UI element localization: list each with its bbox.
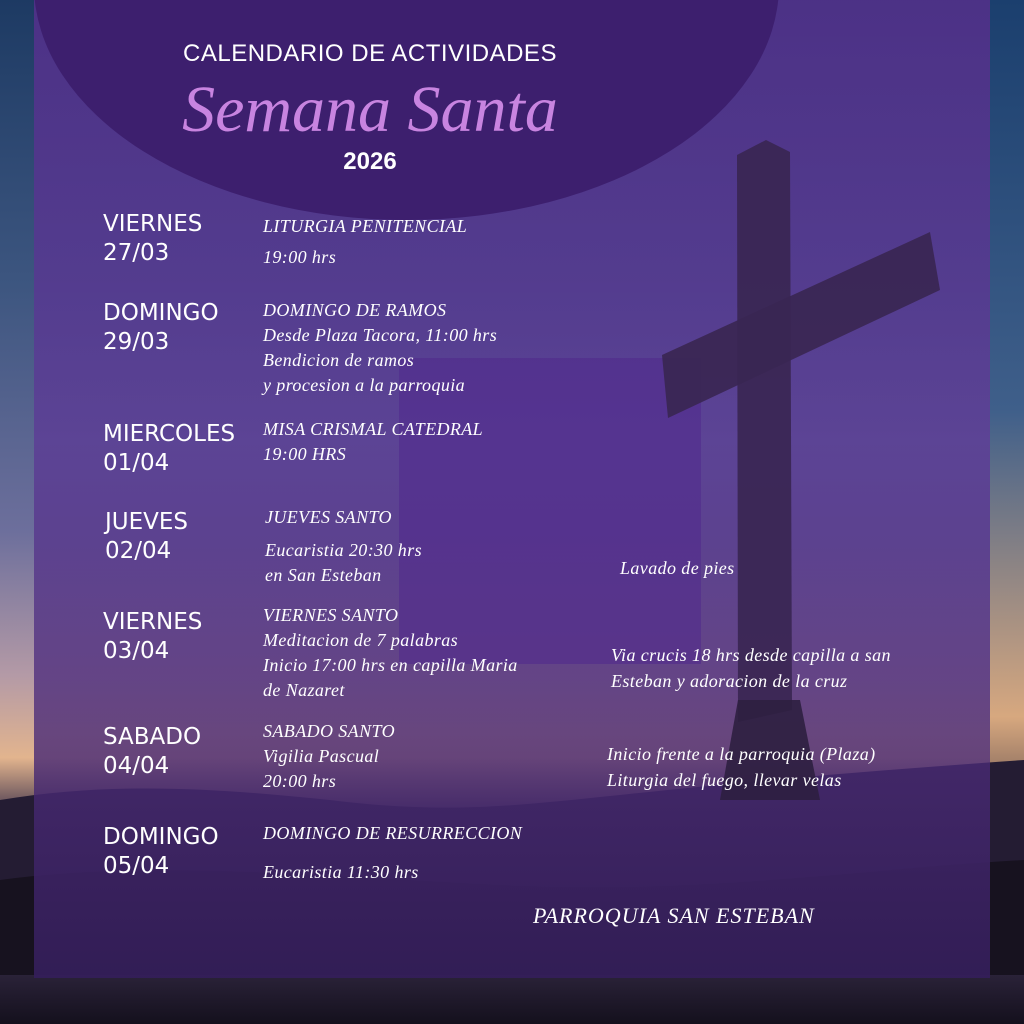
event-title: VIERNES SANTO — [263, 605, 399, 625]
side-line: Esteban y adoracion de la cruz — [611, 671, 848, 691]
header-title: Semana Santa — [182, 73, 558, 146]
event-title: JUEVES SANTO — [265, 507, 392, 527]
schedule-day — [103, 420, 235, 478]
event-line: y procesion a la parroquia — [263, 375, 466, 395]
event-title: MISA CRISMAL CATEDRAL — [263, 419, 484, 439]
event-line: Eucaristia 20:30 hrs — [265, 540, 423, 560]
event-line: Meditacion de 7 palabras — [263, 630, 459, 650]
schedule-event — [263, 417, 483, 467]
schedule-day — [103, 210, 202, 268]
day-weekday: DOMINGO — [103, 824, 219, 850]
day-date: 02/04 — [105, 538, 172, 564]
schedule-event — [263, 298, 497, 398]
event-line: Inicio 17:00 hrs en capilla Maria — [263, 655, 518, 675]
schedule-event — [263, 214, 467, 270]
event-line: en San Esteban — [265, 565, 382, 585]
header-subtitle: CALENDARIO DE ACTIVIDADES — [183, 40, 557, 67]
day-weekday: VIERNES — [103, 211, 203, 237]
day-date: 29/03 — [103, 329, 170, 355]
day-date: 04/04 — [103, 753, 170, 779]
side-line: Liturgia del fuego, llevar velas — [607, 770, 842, 790]
schedule-day — [103, 299, 219, 357]
schedule-day — [103, 608, 202, 666]
day-date: 27/03 — [103, 240, 170, 266]
schedule-day — [105, 508, 188, 566]
day-weekday: SABADO — [103, 724, 202, 750]
day-date: 03/04 — [103, 638, 170, 664]
event-line: 20:00 hrs — [263, 771, 337, 791]
event-spacer — [265, 530, 422, 538]
parish-name: PARROQUIA SAN ESTEBAN — [533, 903, 815, 928]
schedule-event — [263, 719, 395, 794]
event-line: 19:00 hrs — [263, 247, 337, 267]
day-weekday: DOMINGO — [103, 300, 219, 326]
event-line: Bendicion de ramos — [263, 350, 415, 370]
event-line: Vigilia Pascual — [263, 746, 380, 766]
side-line: Lavado de pies — [620, 558, 735, 578]
event-side-note — [607, 741, 876, 793]
header-year: 2026 — [343, 148, 397, 175]
day-date: 01/04 — [103, 450, 170, 476]
day-weekday: VIERNES — [103, 609, 203, 635]
event-line: Desde Plaza Tacora, 11:00 hrs — [263, 325, 498, 345]
schedule-event — [263, 821, 522, 885]
day-date: 05/04 — [103, 853, 170, 879]
side-line: Inicio frente a la parroquia (Plaza) — [607, 744, 876, 764]
event-line: Eucaristia 11:30 hrs — [263, 862, 419, 882]
event-title: DOMINGO DE RESURRECCION — [263, 823, 523, 843]
event-line: 19:00 HRS — [263, 444, 347, 464]
event-spacer — [263, 846, 522, 860]
event-line: de Nazaret — [263, 680, 345, 700]
schedule-day — [103, 823, 219, 881]
event-side-note — [611, 642, 891, 694]
side-line: Via crucis 18 hrs desde capilla a san — [611, 645, 891, 665]
event-title: SABADO SANTO — [263, 721, 395, 741]
schedule-event — [263, 603, 518, 703]
day-weekday: MIERCOLES — [103, 421, 236, 447]
event-title: DOMINGO DE RAMOS — [263, 300, 447, 320]
event-side-note — [620, 555, 735, 581]
event-title: LITURGIA PENITENCIAL — [263, 216, 468, 236]
schedule-day — [103, 723, 201, 781]
schedule-event — [265, 505, 422, 588]
day-weekday: JUEVES — [105, 509, 189, 535]
